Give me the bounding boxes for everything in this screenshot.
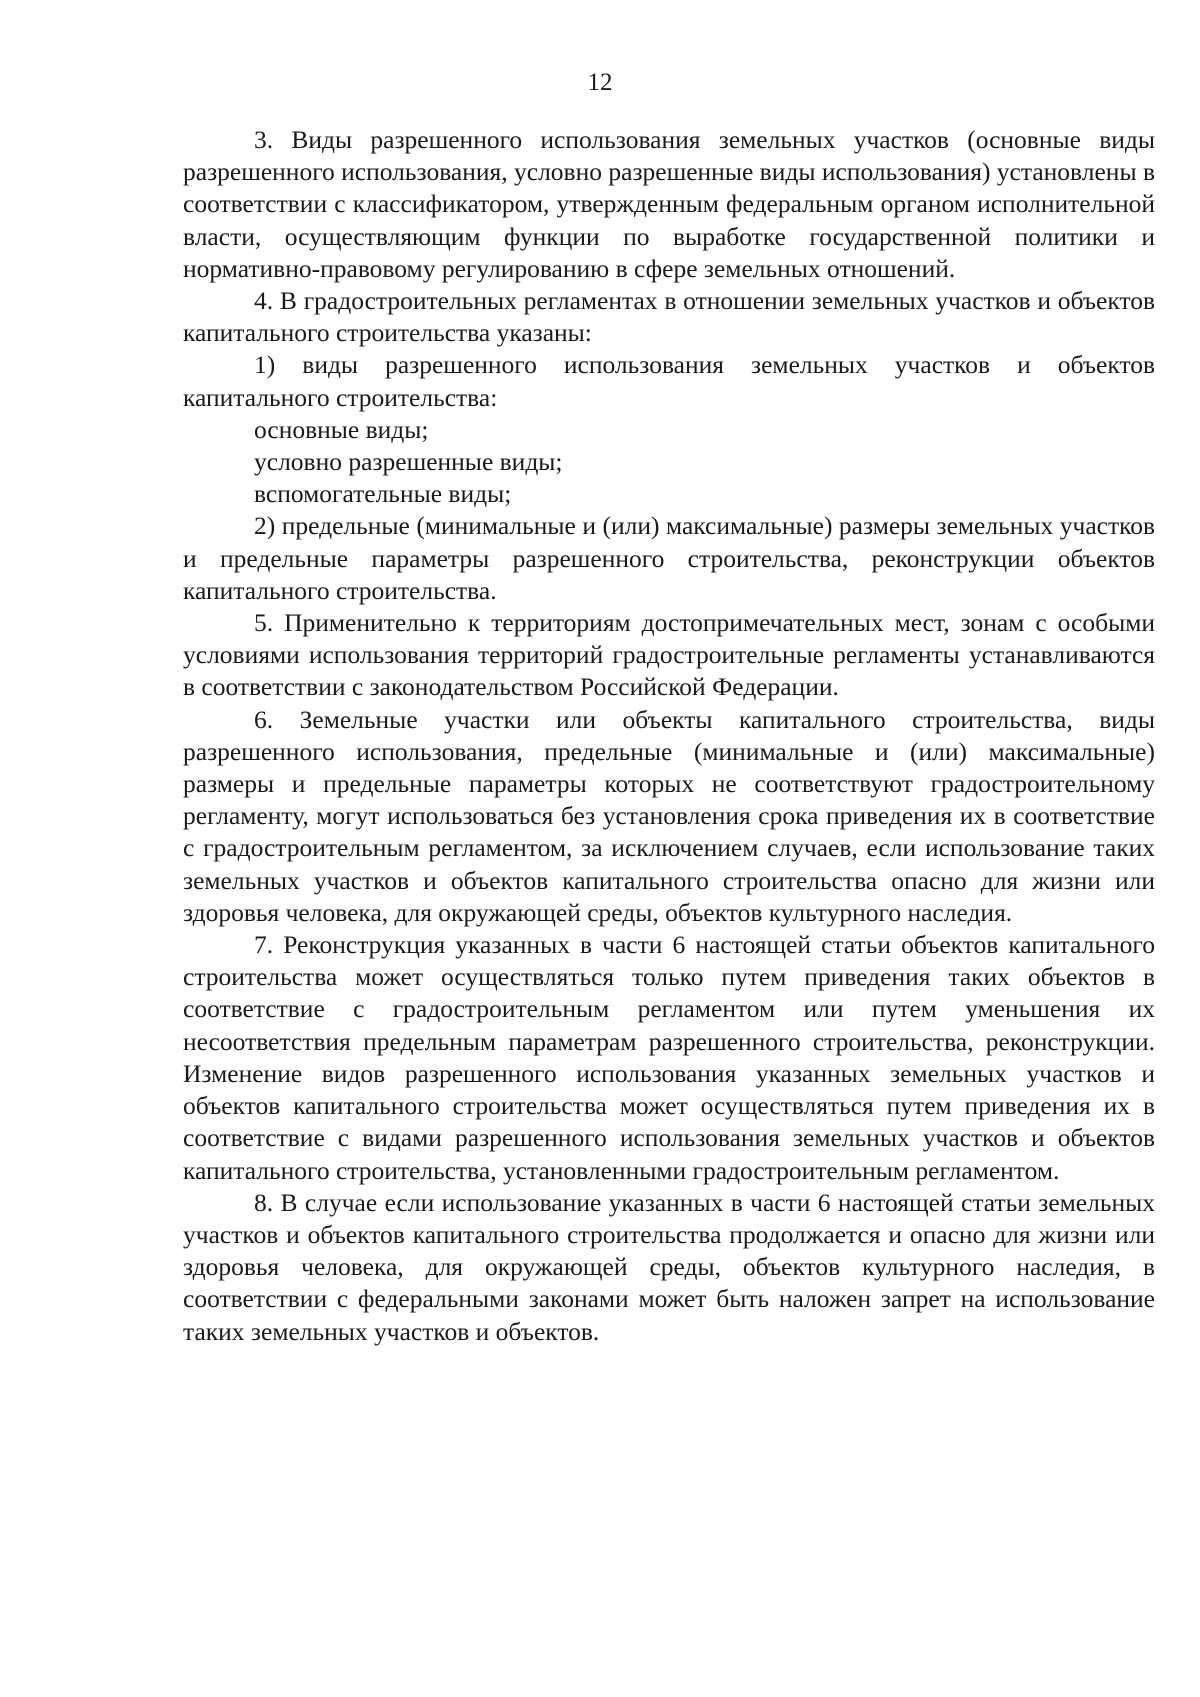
paragraph-4-item-2: 2) предельные (минимальные и (или) максимальные) размеры земельных участков и предельные параметры разрешенного строительства, реконструкции объектов капитального строительства. — [183, 511, 1155, 605]
list-item-auxiliary-types: вспомогательные виды; — [254, 479, 512, 509]
list-item-conditional-types: условно разрешенные виды; — [254, 447, 563, 477]
paragraph-4: 4. В градостроительных регламентах в отношении земельных участков и объектов капитального строительства указаны: — [183, 286, 1155, 348]
paragraph-4-item-1: 1) виды разрешенного использования земельных участков и объектов капитального строительства: — [183, 350, 1155, 412]
paragraph-8: 8. В случае если использование указанных в части 6 настоящей статьи земельных участков и объектов капитального строительства продолжается и опасно для жизни или здоровья человека, для окружающей среды, объектов культурного наследия, в соответствии с федеральными законами может быть наложен запрет на использование таких земельных участков и объектов. — [183, 1187, 1155, 1346]
paragraph-3: 3. Виды разрешенного использования земельных участков (основные виды разрешенного использования, условно разрешенные виды использования) установлены в соответствии с классификатором, утвержденным федеральным органом исполнительной власти, осуществляющим функции по выработке государственной политики и нормативно-правовому регулированию в сфере земельных отношений. — [183, 125, 1155, 283]
list-item-main-types: основные виды; — [254, 414, 429, 444]
page-number: 12 — [587, 69, 613, 96]
paragraph-5: 5. Применительно к территориям достопримечательных мест, зонам с особыми условиями использования территорий градостроительные регламенты устанавливаются в соответствии с законодательством Российской Федерации. — [183, 608, 1155, 702]
paragraph-6: 6. Земельные участки или объекты капитального строительства, виды разрешенного использования, предельные (минимальные и (или) максимальные) размеры и предельные параметры которых не соответствуют градостроительному регламенту, могут использоваться без установления срока приведения их в соответствие с градостроительным регламентом, за исключением случаев, если использование таких земельных участков и объектов капитального строительства опасно для жизни или здоровья человека, для окружающей среды, объектов культурного наследия. — [183, 704, 1155, 927]
paragraph-7: 7. Реконструкция указанных в части 6 настоящей статьи объектов капитального строительства может осуществляться только путем приведения таких объектов в соответствие с градостроительным регламентом или путем уменьшения их несоответствия предельным параметрам разрешенного строительства, реконструкции. Изменение видов разрешенного использования указанных земельных участков и объектов капитального строительства может осуществляться путем приведения их в соответствие с видами разрешенного использования земельных участков и объектов капитального строительства, установленными градостроительным регламентом. — [183, 930, 1155, 1185]
document-body — [183, 124, 1155, 1348]
